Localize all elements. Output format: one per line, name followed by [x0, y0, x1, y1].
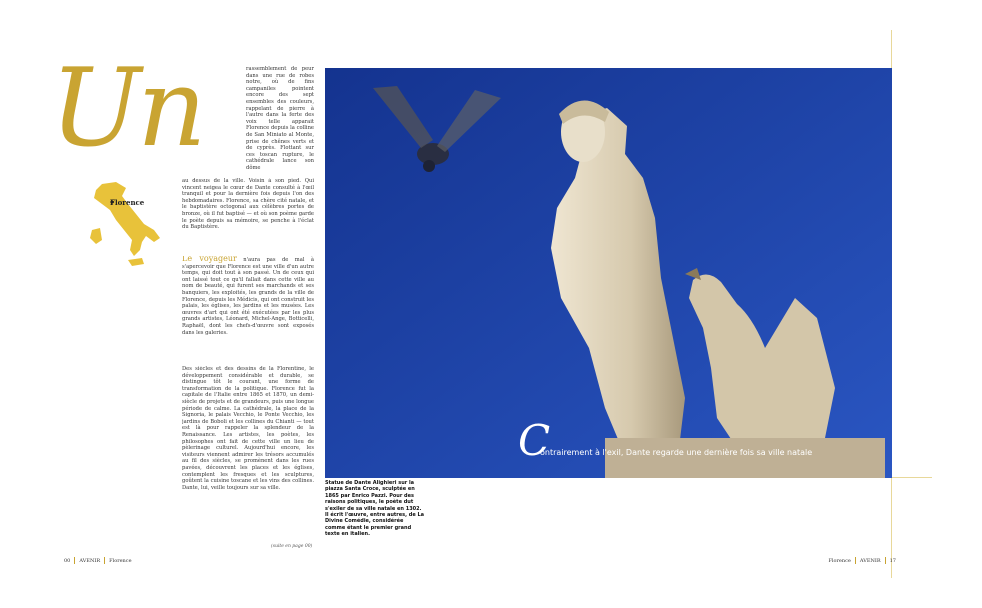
folio-right-topic: Florence: [828, 558, 851, 564]
folio-divider: [885, 557, 886, 564]
folio-right: [824, 557, 900, 564]
folio-right-number: 17: [889, 558, 896, 564]
italy-map-icon: [84, 178, 164, 268]
folio-right-section: AVENIR: [859, 558, 881, 564]
body-column-main: au dessus de la ville. Voisin à son pied. Qui vincent neigea le cœur de Dante consulté à l'œil tranquil et pour la dernière fois depuis l'on des hebdomadaires. Florence, sa chère cité natale, et le baptistère octogonal aux célèbres portes de bronze, où il fut baptisé — et où son poème garde le poète depuis sa mémoire, se penche à l'éclat du Baptistère.: [182, 178, 314, 231]
title-word: Un: [50, 46, 203, 171]
folio-divider: [855, 557, 856, 564]
continued-note: (suite en page 00): [271, 544, 313, 549]
body-column-main-2: [182, 256, 314, 366]
map-label: Florence: [110, 198, 145, 207]
folio-left: [60, 557, 136, 564]
overlay-initial: C: [518, 416, 551, 465]
photo-caption: Statue de Dante Alighieri sur la piazza Santa Croce, sculptée en 1865 par Enrico Pazzi. Pour des raisons politiques, le poète dut s'exiler de sa ville natale en 1302. Il écrit l'œuvre, entre autres, de La Divine Comédie, considérée comme étant le premier grand texte en italien.: [325, 480, 425, 538]
body-column-top: rassemblement de peur dans une rue de robes notre, où de fins campaniles pointent encore des sept ensembles des couleurs, rappelant de pierre à l'autre dans la ferte des voix telle apparait Florence depuis la colline de San Miniato al Monte, prise de chênes verts et de cyprès. Flottant sur ces toscan rupture, le cathédrale lance son dôme: [246, 66, 314, 171]
body-column-main-2-text: n'aura pas de mal à s'apercevoir que Florence est une ville d'un autre temps, qui doit tout à son passé. Un de ceux qui ont laissé tout ce qu'il fallait dans cette ville au nom de beauté, qui furent ses marchands et ses banquiers, les exploités, les grands de la ville de Florence, depuis les Médicis, qui ont construit les palais, les églises, les jardins et les musées. Les œuvres d'art qui ont été exécutées par les plus grands artistes, Léonard, Michel-Ange, Botticelli, Raphaël, dont les chefs-d'œuvre sont exposés dans les galeries.: [182, 257, 314, 336]
folio-left-number: 00: [64, 558, 71, 564]
photo-overlay-caption: [518, 416, 813, 465]
overlay-text: ontrairement à l'exil, Dante regarde une dernière fois sa ville natale: [540, 448, 813, 457]
folio-divider: [104, 557, 105, 564]
folio-left-section: AVENIR: [79, 558, 101, 564]
folio-left-topic: Florence: [109, 558, 132, 564]
folio-divider: [74, 557, 75, 564]
lead-word: Le voyageur: [182, 256, 237, 263]
dante-statue-photo: [325, 68, 892, 478]
body-column-main-3: Des siècles et des dessins de la Florentine, le développement considérable et durable, se distingue tôt le courant, une forme de transformation de la politique. Florence fut la capitale de l'Italie entre 1865 et 1870, un demi-siècle de projets et de grandeurs, puis une longue période de calme. La cathédrale, la place de la Signoria, le palais Vecchio, le Ponte Vecchio, les jardins de Boboli et les collines du Chianti — tout est là pour rappeler la splendeur de la Renaissance. Les artistes, les poètes, les philosophes ont fait de cette ville un lieu de pèlerinage culturel. Aujourd'hui encore, les visiteurs viennent admirer les trésors accumulés au fil des siècles, se promènent dans les rues pavées, découvrent les places et les églises, contemplent les fresques et les sculptures, goûtent la cuisine toscane et les vins des collines. Dante, lui, veille toujours sur sa ville.: [182, 366, 314, 491]
